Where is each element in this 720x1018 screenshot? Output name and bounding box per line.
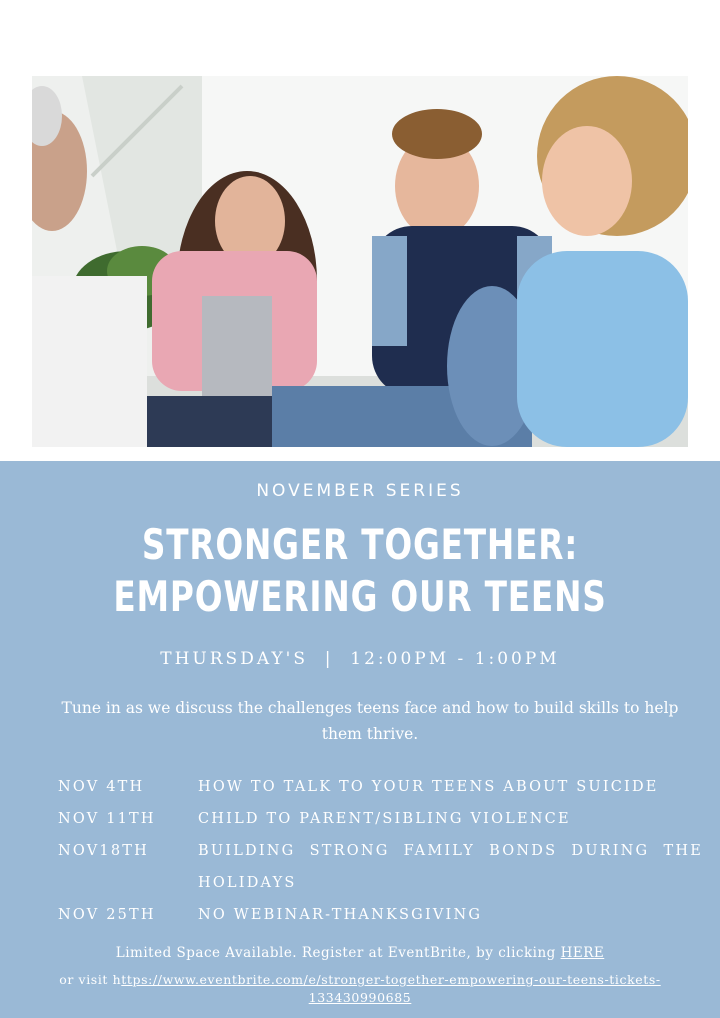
schedule-row [58,899,703,931]
event-description: Tune in as we discuss the challenges teens face and how to build skills to help them thrive. [61,699,679,743]
schedule-row [58,771,703,803]
schedule-row [58,803,703,835]
eventbrite-url-link[interactable]: ttps://www.eventbrite.com/e/stronger-together-empowering-our-teens-tickets-133430990685 [121,972,661,1005]
schedule-topic-continued: HOLIDAYS [198,875,297,891]
schedule-row-continued [58,867,703,899]
group-discussion-photo [32,76,688,447]
schedule-topic: NO WEBINAR-THANKSGIVING [198,907,483,923]
event-time: THURSDAY'S | 12:00PM - 1:00PM [160,649,560,669]
schedule-date: NOV 25TH [58,907,156,923]
event-title-line-1: STRONGER TOGETHER: [141,520,579,569]
schedule-topic: BUILDING STRONG FAMILY BONDS DURING THE [198,843,703,859]
schedule-topic: CHILD TO PARENT/SIBLING VIOLENCE [198,811,571,827]
visit-text: or visit h [59,972,122,987]
schedule-date: NOV 11TH [58,811,156,827]
schedule-row [58,835,703,867]
event-info-panel [0,461,720,1018]
schedule-topic: HOW TO TALK TO YOUR TEENS ABOUT SUICIDE [198,779,659,795]
schedule-date: NOV 4TH [58,779,145,795]
hero-photo [32,76,688,447]
register-here-link[interactable]: HERE [560,945,605,961]
schedule-date: NOV18TH [58,843,149,859]
registration-text: Limited Space Available. Register at EventBrite, by clicking [115,945,561,961]
registration-url-note [40,971,680,1007]
event-title [79,519,641,623]
series-label: NOVEMBER SERIES [256,481,464,501]
event-title-line-2: EMPOWERING OUR TEENS [113,572,607,621]
schedule-list [58,771,703,931]
registration-note [0,945,720,961]
